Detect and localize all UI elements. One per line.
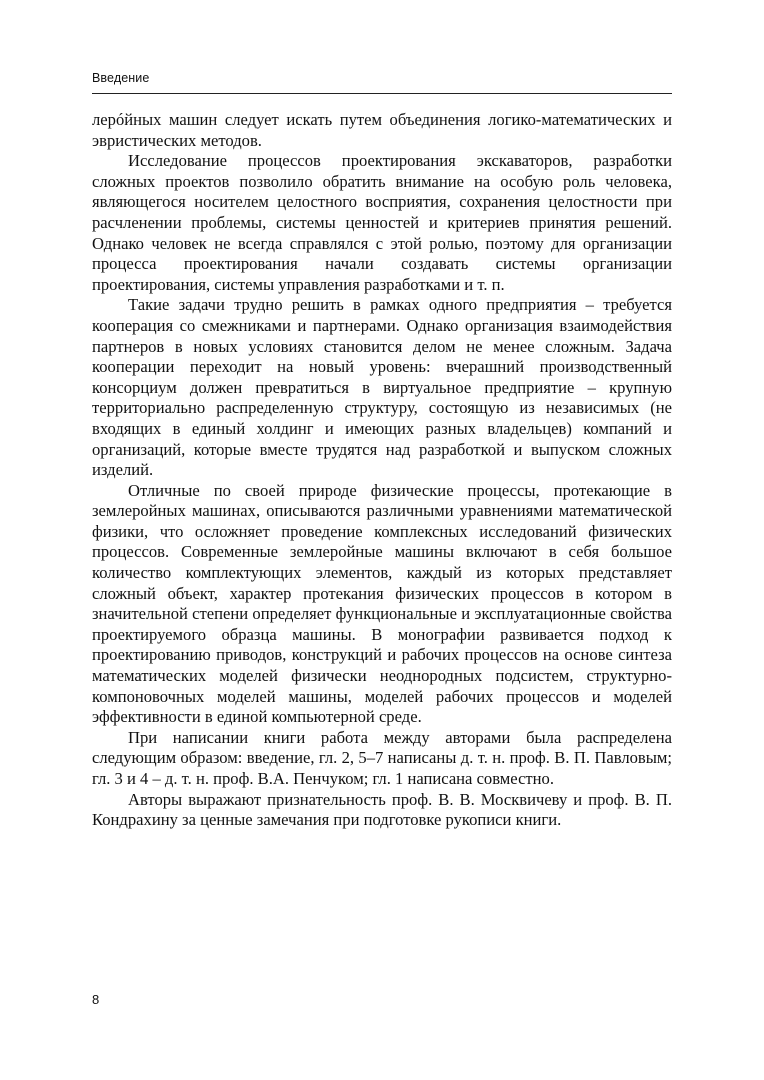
paragraph-continuation: лерóйных машин следует искать путем объединения логико-математических и эвристических методов. <box>92 110 672 150</box>
paragraph-physical-processes: Отличные по своей природе физические процессы, протекающие в землеройных машинах, описываются различными уравнениями математической физики, что осложняет проведение комплексных исследований физических процессов. Современные землеройные машины включают в себя большое количество комплектующих элементов, каждый из которых представляет сложный объект, характер протекания физических процессов в котором в значительной степени определяет функциональные и эксплуатационные свойства проектируемого образца машины. В монографии развивается подход к проектированию приводов, конструкций и рабочих процессов на основе синтеза математических моделей физически неоднородных подсистем, структурно-компоновочных моделей машины, моделей рабочих процессов и моделей эффективности в единой компьютерной среде. <box>92 480 672 727</box>
body-text <box>92 110 672 831</box>
paragraph-acknowledgements: Авторы выражают признательность проф. В. В. Москвичеву и проф. В. П. Кондрахину за ценные замечания при подготовке рукописи книги. <box>92 789 672 830</box>
page-number: 8 <box>92 992 100 1007</box>
header-rule <box>92 93 672 94</box>
paragraph-authorship: При написании книги работа между авторами была распределена следующим образом: введение, гл. 2, 5–7 написаны д. т. н. проф. В. П. Павловым; гл. 3 и 4 – д. т. н. проф. В.А. Пенчуком; гл. 1 написана совместно. <box>92 727 672 788</box>
paragraph-design-processes: Исследование процессов проектирования экскаваторов, разработки сложных проектов позволило обратить внимание на особую роль человека, являющегося носителем целостного восприятия, сохранения целостности при расчленении проблемы, системы ценностей и критериев принятия решений. Однако человек не всегда справлялся с этой ролью, поэтому для организации процесса проектирования начали создавать системы организации проектирования, системы управления разработками и т. п. <box>92 151 672 294</box>
running-head-title: Введение <box>92 71 150 85</box>
paragraph-cooperation: Такие задачи трудно решить в рамках одного предприятия – требуется кооперация со смежниками и партнерами. Однако организация взаимодействия партнеров в новых условиях становится делом не менее сложным. Задача кооперации переходит на новый уровень: вчерашний производственный консорциум должен превратиться в виртуальное предприятие – крупную территориально распределенную структуру, состоящую из независимых (не входящих в единый холдинг и имеющих разных владельцев) компаний и организаций, которые вместе трудятся над разработкой и выпуском сложных изделий. <box>92 295 672 480</box>
